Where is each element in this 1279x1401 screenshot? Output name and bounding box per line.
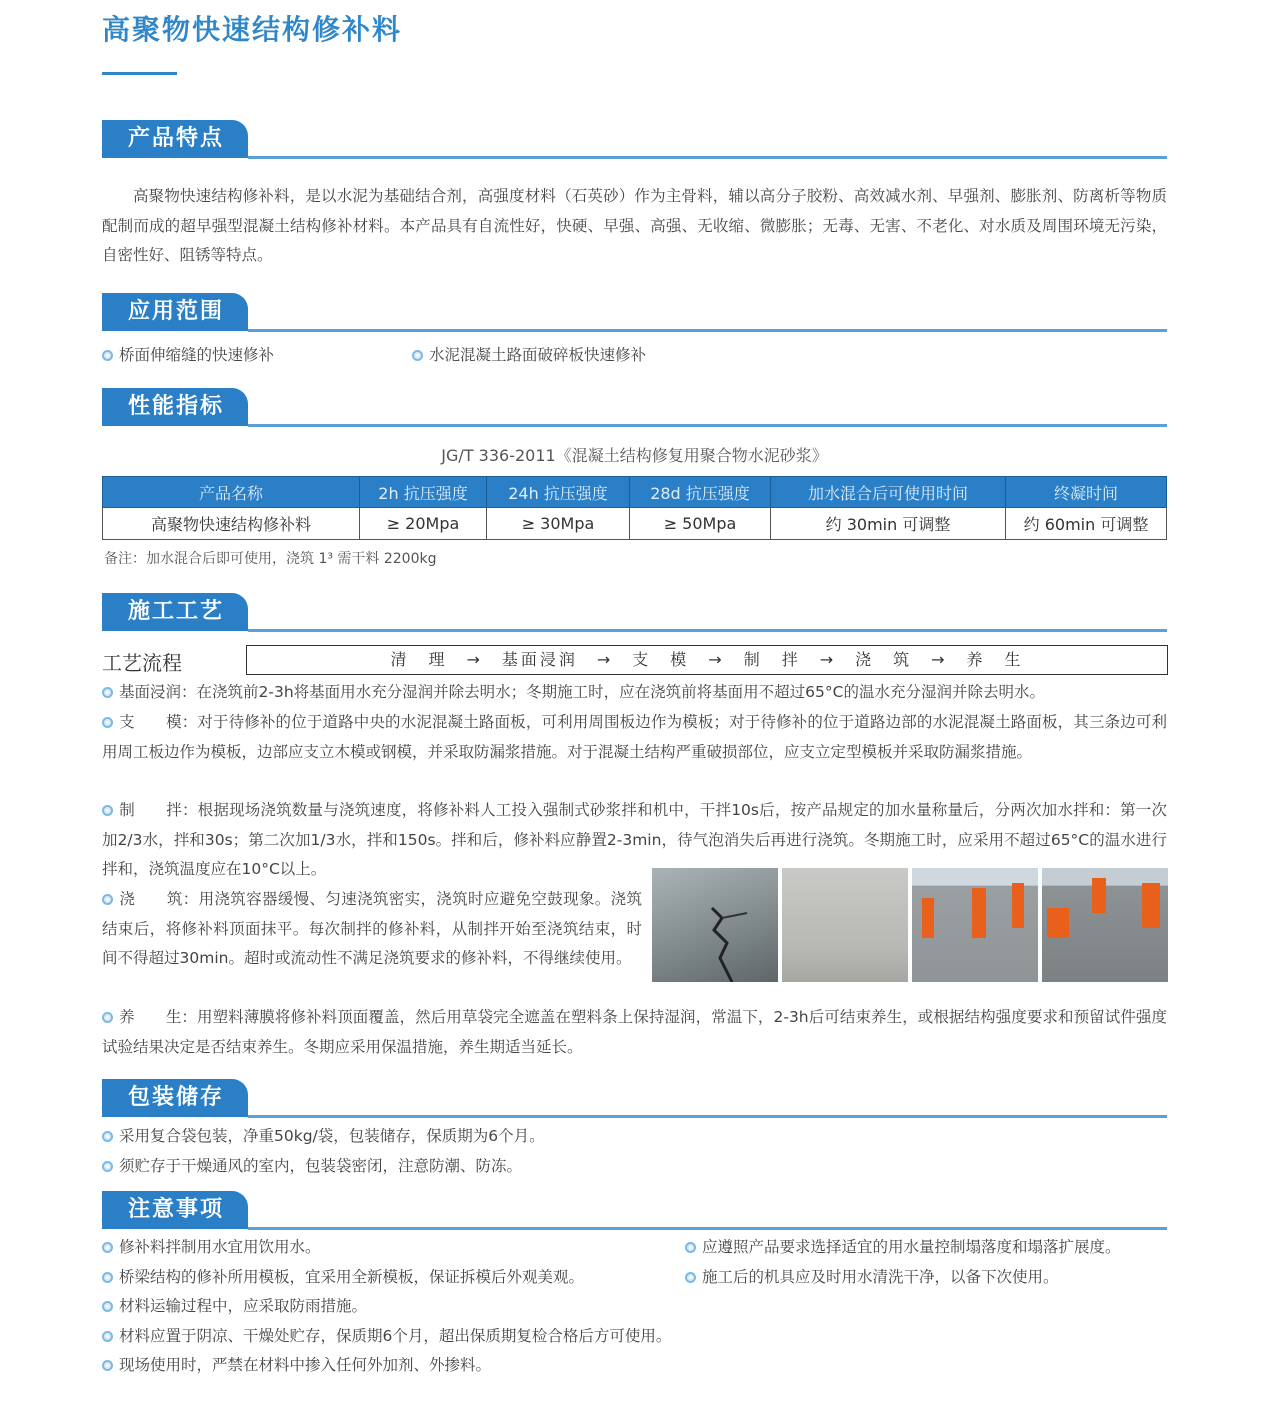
bullet-ring-icon: [102, 894, 113, 905]
bullet-ring-icon: [102, 1272, 113, 1283]
item-text: 水泥混凝土路面破碎板快速修补: [429, 346, 647, 364]
cell: 约 30min 可调整: [771, 508, 1006, 540]
divider: [248, 1115, 1167, 1118]
process-step: [102, 708, 1167, 767]
section-header-notes: [102, 1191, 1167, 1231]
section-header-features: [102, 120, 1167, 160]
list-item: [685, 1233, 1121, 1263]
item-text: 材料应置于阴凉、干燥处贮存，保质期6个月，超出保质期复检合格后方可使用。: [119, 1327, 672, 1345]
features-text: 高聚物快速结构修补料，是以水泥为基础结合剂，高强度材料（石英砂）作为主骨料，辅以高分子胶粉、高效减水剂、早强剂、膨胀剂、防离析等物质配制而成的超早强型混凝土结构修补材料。本产品具有自流性好，快硬、早强、高强、无收缩、微膨胀；无毒、无害、不老化、对水质及周围环境无污染，自密性好、阻锈等特点。: [102, 187, 1167, 264]
bullet-ring-icon: [102, 350, 113, 361]
process-step: [102, 678, 1167, 708]
table-note: 备注：加水混合后即可使用，浇筑 1³ 需干料 2200kg: [104, 551, 437, 567]
section-title: 产品特点: [102, 120, 248, 158]
bullet-ring-icon: [102, 717, 113, 728]
column-header: 2h 抗压强度: [360, 477, 487, 508]
bullet-ring-icon: [102, 1131, 113, 1142]
list-item: [685, 1263, 1059, 1293]
page-title: 高聚物快速结构修补料: [102, 13, 403, 46]
list-item: [102, 1322, 671, 1352]
list-item: [102, 1122, 545, 1152]
column-header: 终凝时间: [1006, 477, 1167, 508]
photo-workers-pouring: [912, 868, 1038, 982]
bullet-ring-icon: [102, 1242, 113, 1253]
section-title: 施工工艺: [102, 593, 248, 631]
bullet-ring-icon: [412, 350, 423, 361]
cell: 约 60min 可调整: [1006, 508, 1167, 540]
step-text: 基面浸润：在浇筑前2-3h将基面用水充分湿润并除去明水；冬期施工时，应在浇筑前将基面用不超过65°C的温水充分湿润并除去明水。: [119, 683, 1045, 701]
column-header: 产品名称: [103, 477, 360, 508]
bullet-ring-icon: [102, 687, 113, 698]
divider: [248, 329, 1167, 332]
bullet-ring-icon: [102, 1331, 113, 1342]
section-header-application: [102, 293, 1167, 333]
divider: [248, 629, 1167, 632]
performance-table: [102, 476, 1167, 540]
section-title: 应用范围: [102, 293, 248, 331]
bullet-ring-icon: [102, 1360, 113, 1371]
section-header-performance: [102, 388, 1167, 428]
table-row: [103, 508, 1167, 540]
photo-workers-finishing: [1042, 868, 1168, 982]
step-text: 养 生：用塑料薄膜将修补料顶面覆盖，然后用草袋完全遮盖在塑料条上保持湿润，常温下，2-3h后可结束养生，或根据结构强度要求和预留试件强度试验结果决定是否结束养生。冬期应采用保温措施，养生期适当延长。: [102, 1008, 1167, 1056]
bullet-ring-icon: [685, 1272, 696, 1283]
bullet-ring-icon: [102, 1161, 113, 1172]
section-title: 注意事项: [102, 1191, 248, 1229]
list-item: [102, 341, 274, 371]
column-header: 加水混合后可使用时间: [771, 477, 1006, 508]
crack-icon: [652, 868, 778, 982]
cell: ≥ 30Mpa: [487, 508, 630, 540]
list-item: [102, 1263, 584, 1293]
list-item: [102, 1152, 522, 1182]
item-text: 须贮存于干燥通风的室内，包装袋密闭，注意防潮、防冻。: [119, 1157, 523, 1175]
flow-label: 工艺流程: [102, 651, 182, 675]
step-text: 支 模：对于待修补的位于道路中央的水泥混凝土路面板，可利用周围板边作为模板；对于待修补的位于道路边部的水泥混凝土路面板，其三条边可利用周工板边作为模板，边部应支立木模或钢模，并采取防漏浆措施。对于混凝土结构严重破损部位，应支立定型模板并采取防漏浆措施。: [102, 713, 1167, 761]
title-underline: [102, 72, 177, 75]
step-text: 浇 筑：用浇筑容器缓慢、匀速浇筑密实，浇筑时应避免空鼓现象。浇筑结束后，将修补料顶面抹平。每次制拌的修补料，从制拌开始至浇筑结束，时间不得超过30min。超时或流动性不满足浇筑要求的修补料，不得继续使用。: [102, 890, 642, 967]
bullet-ring-icon: [102, 1012, 113, 1023]
section-header-packaging: [102, 1079, 1167, 1119]
item-text: 材料运输过程中，应采取防雨措施。: [119, 1297, 368, 1315]
table-header-row: [103, 477, 1167, 508]
divider: [248, 156, 1167, 159]
item-text: 桥梁结构的修补所用模板，宜采用全新模板，保证拆模后外观美观。: [119, 1268, 585, 1286]
bullet-ring-icon: [102, 805, 113, 816]
item-text: 修补料拌制用水宜用饮用水。: [119, 1238, 321, 1256]
item-text: 采用复合袋包装，净重50kg/袋，包装储存，保质期为6个月。: [119, 1127, 545, 1145]
list-item: [102, 1292, 367, 1322]
photo-concrete-surface: [782, 868, 908, 982]
cell: ≥ 50Mpa: [630, 508, 771, 540]
divider: [248, 1227, 1167, 1230]
cell: ≥ 20Mpa: [360, 508, 487, 540]
step-text: 制 拌：根据现场浇筑数量与浇筑速度，将修补料人工投入强制式砂浆拌和机中，干拌10s后，按产品规定的加水量称量后，分两次加水拌和：第一次加2/3水，拌和30s；第二次加1/3水，拌和150s。拌和后，修补料应静置2-3min，待气泡消失后再进行浇筑。冬期施工时，应采用不超过65°C的温水进行拌和，浇筑温度应在10°C以上。: [102, 801, 1167, 878]
item-text: 现场使用时，严禁在材料中掺入任何外加剂、外掺料。: [119, 1356, 492, 1374]
process-step: [102, 885, 642, 974]
section-title: 性能指标: [102, 388, 248, 426]
list-item: [102, 1351, 491, 1381]
section-header-process: [102, 593, 1167, 633]
bullet-ring-icon: [102, 1301, 113, 1312]
bullet-ring-icon: [685, 1242, 696, 1253]
process-step: [102, 1003, 1167, 1062]
item-text: 施工后的机具应及时用水清洗干净，以备下次使用。: [702, 1268, 1059, 1286]
photo-cracked-pavement: [652, 868, 778, 982]
column-header: 24h 抗压强度: [487, 477, 630, 508]
item-text: 应遵照产品要求选择适宜的用水量控制塌落度和塌落扩展度。: [702, 1238, 1121, 1256]
process-flow: 清 理 → 基面浸润 → 支 模 → 制 拌 → 浇 筑 → 养 生: [246, 645, 1168, 675]
item-text: 桥面伸缩缝的快速修补: [119, 346, 275, 364]
list-item: [102, 1233, 321, 1263]
divider: [248, 424, 1167, 427]
section-title: 包装储存: [102, 1079, 248, 1117]
cell: 高聚物快速结构修补料: [103, 508, 360, 540]
standard-caption: JG/T 336-2011《混凝土结构修复用聚合物水泥砂浆》: [441, 446, 828, 465]
column-header: 28d 抗压强度: [630, 477, 771, 508]
list-item: [412, 341, 646, 371]
